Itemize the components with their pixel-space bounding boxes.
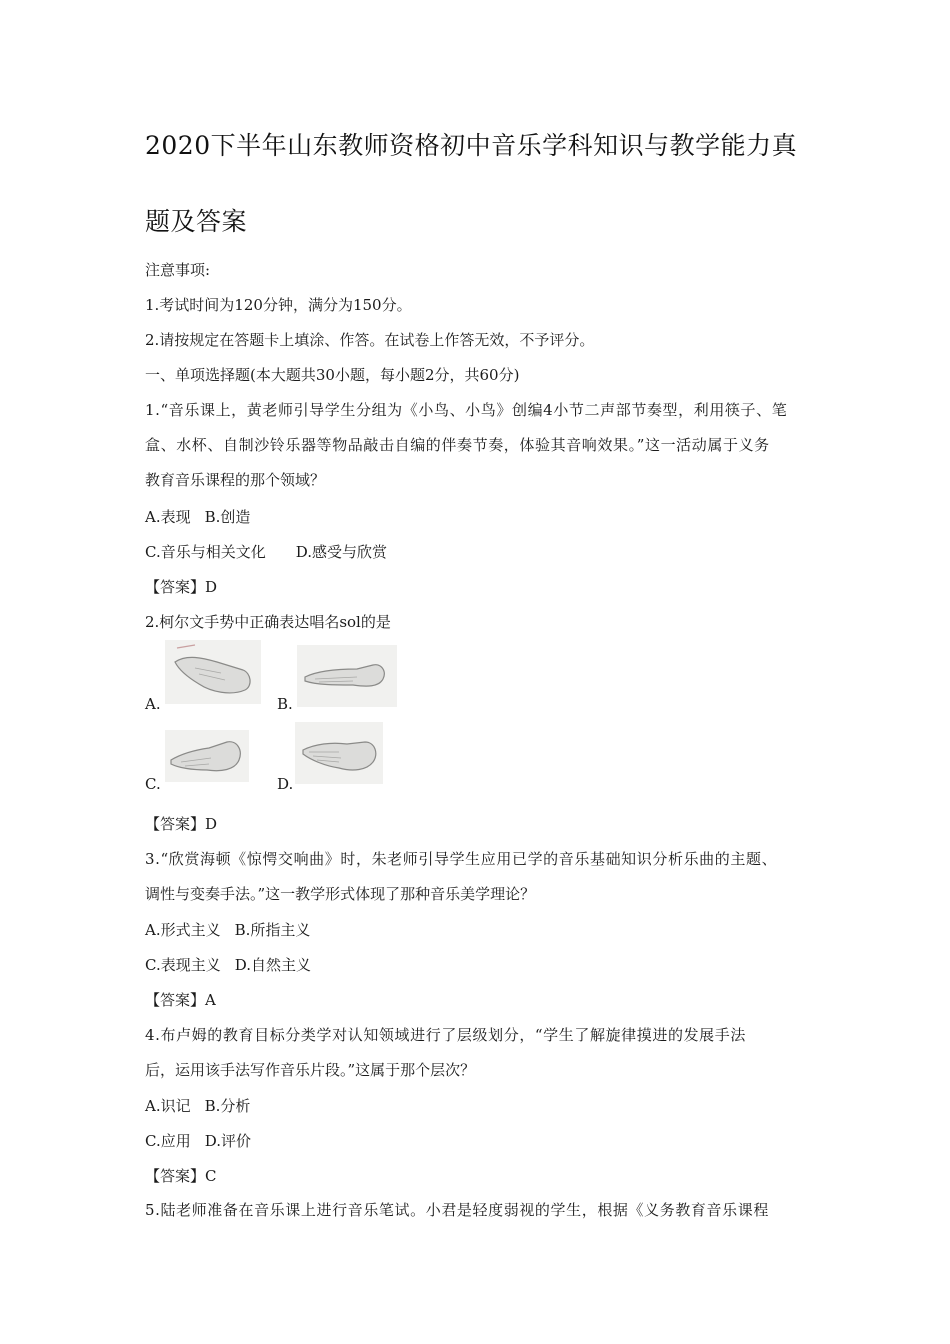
- hand-sign-b-image: [297, 645, 397, 707]
- option-c: C.表现主义: [145, 956, 221, 974]
- question-2-stem: 2.柯尔文手势中正确表达唱名sol的是: [145, 613, 391, 631]
- option-b: B.所指主义: [234, 921, 311, 939]
- option-c: C.应用: [145, 1132, 191, 1150]
- hand-sign-d-image: [295, 722, 383, 784]
- option-d: D.感受与欣赏: [295, 543, 387, 561]
- question-4-line1: 4.布卢姆的教育目标分类学对认知领域进行了层级划分，“学生了解旋律摸进的发展手法: [145, 1026, 746, 1044]
- question-3-options-ab: [145, 919, 310, 940]
- option-c: C.音乐与相关文化: [145, 543, 266, 561]
- question-4-options-ab: [145, 1095, 250, 1116]
- question-4-options-cd: [145, 1130, 251, 1151]
- hand-sign-a-image: [165, 640, 261, 704]
- document-title-line1: 2020下半年山东教师资格初中音乐学科知识与教学能力真: [145, 131, 798, 160]
- option-b: B.分析: [204, 1097, 251, 1115]
- question-4-line2: 后，运用该手法写作音乐片段。”这属于那个层次？: [145, 1061, 476, 1079]
- document-title-line2: 题及答案: [145, 207, 248, 236]
- question-4-answer: 【答案】C: [145, 1167, 217, 1185]
- hand-sign-c-image: [165, 730, 249, 782]
- option-d-label: D.: [277, 775, 294, 793]
- question-1-line1: 1.“音乐课上，黄老师引导学生分组为《小鸟、小鸟》创编4小节二声部节奏型，利用筷子、笔: [145, 401, 788, 419]
- option-a: A.识记: [145, 1097, 191, 1115]
- question-3-line2: 调性与变奏手法。”这一教学形式体现了那种音乐美学理论？: [145, 885, 536, 903]
- notice-item-2: 2.请按规定在答题卡上填涂、作答。在试卷上作答无效，不予评分。: [145, 331, 595, 349]
- option-a: A.形式主义: [145, 921, 221, 939]
- question-2-answer: 【答案】D: [145, 815, 218, 833]
- question-3-answer: 【答案】A: [145, 991, 216, 1009]
- option-b: B.创造: [204, 508, 251, 526]
- option-b-label: B.: [277, 695, 293, 713]
- question-1-answer: 【答案】D: [145, 578, 218, 596]
- question-5-line1: 5.陆老师准备在音乐课上进行音乐笔试。小君是轻度弱视的学生，根据《义务教育音乐课程: [145, 1201, 769, 1219]
- notice-heading: 注意事项:: [145, 261, 211, 279]
- option-a: A.表现: [145, 508, 191, 526]
- option-c-label: C.: [145, 775, 161, 793]
- question-1-options-ab: [145, 506, 250, 527]
- notice-item-1: 1.考试时间为120分钟，满分为150分。: [145, 296, 412, 314]
- option-a-label: A.: [145, 695, 161, 713]
- section-heading: 一、单项选择题(本大题共30小题，每小题2分，共60分): [145, 366, 520, 384]
- option-d: D.自然主义: [234, 956, 311, 974]
- question-1-line2: 盒、水杯、自制沙铃乐器等物品敲击自编的伴奏节奏，体验其音响效果。”这一活动属于义务: [145, 436, 770, 454]
- question-1-options-cd: [145, 541, 387, 562]
- option-d: D.评价: [204, 1132, 251, 1150]
- question-3-options-cd: [145, 954, 311, 975]
- question-1-line3: 教育音乐课程的那个领域？: [145, 471, 326, 489]
- question-3-line1: 3.“欣赏海顿《惊愕交响曲》时，朱老师引导学生应用已学的音乐基础知识分析乐曲的主题、: [145, 850, 778, 868]
